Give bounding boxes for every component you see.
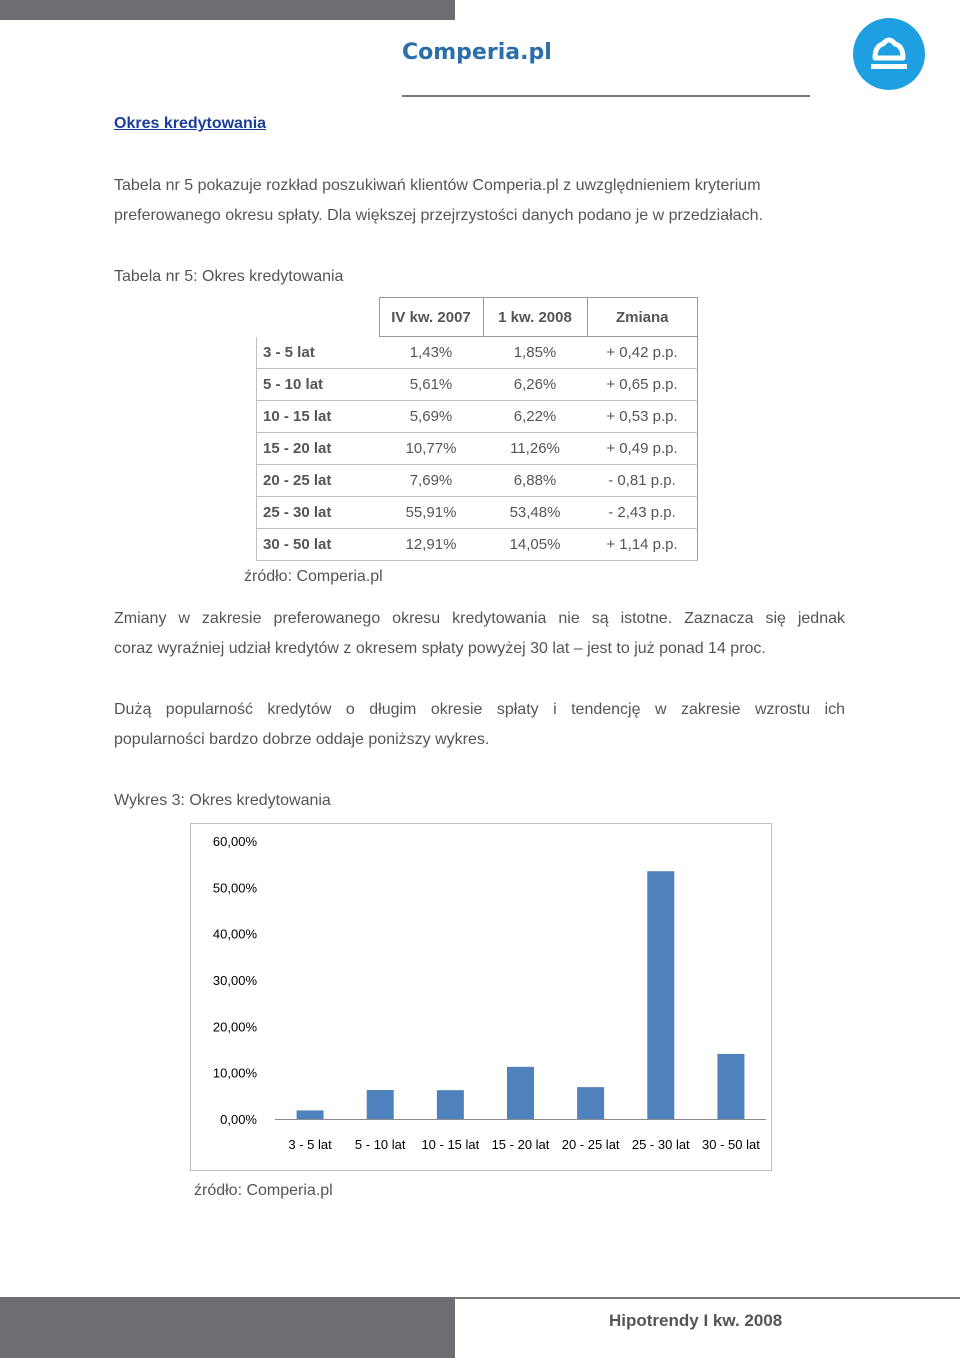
y-tick-label: 20,00% [212,1019,257,1035]
table-corner [257,298,380,337]
changes-line: coraz wyraźniej udział kredytów z okresem spłaty powyżej 30 lat – jest to już ponad 14 proc. [114,640,766,657]
y-tick-label: 30,00% [212,973,257,988]
x-tick-label: 25 - 30 lat [631,1137,690,1152]
cell-change: + 0,49 p.p. [587,433,698,465]
cell-q1-2008: 53,48% [483,497,587,529]
popularity-line: Dużą popularność kredytów o długim okresie spłaty i tendencję w zakresie wzrostu ich [114,701,845,718]
table-row [257,529,698,561]
column-header: 1 kw. 2008 [483,298,587,337]
footer-divider [455,1297,960,1299]
table-row [257,465,698,497]
section-title: Okres kredytowania [114,115,267,132]
x-tick-label: 20 - 25 lat [561,1137,620,1152]
table-row [257,401,698,433]
header-bar [0,0,455,20]
y-tick-label: 10,00% [212,1065,257,1081]
libra-scales-icon [853,18,925,90]
intro-paragraph [114,171,763,231]
cell-change: - 0,81 p.p. [587,465,698,497]
cell-q1-2008: 14,05% [483,529,587,561]
cell-q1-2008: 11,26% [483,433,587,465]
chart-svg [191,824,771,1170]
cell-q4-2007: 12,91% [379,529,483,561]
row-label: 10 - 15 lat [257,401,380,433]
cell-q4-2007: 55,91% [379,497,483,529]
cell-q1-2008: 6,88% [483,465,587,497]
y-tick-label: 50,00% [212,880,257,896]
table-row [257,433,698,465]
y-tick-label: 0,00% [220,1112,257,1127]
row-label: 20 - 25 lat [257,465,380,497]
loan-period-table [256,297,698,561]
intro-line: Tabela nr 5 pokazuje rozkład poszukiwań klientów Comperia.pl z uwzględnieniem kryterium [114,177,761,194]
loan-period-chart [190,823,772,1171]
cell-q4-2007: 1,43% [379,337,483,369]
table-header-row [257,298,698,337]
changes-paragraph [114,604,845,664]
table-row [257,497,698,529]
footer-bar [0,1297,455,1358]
column-header: Zmiana [587,298,698,337]
y-tick-label: 60,00% [212,834,257,849]
brand-name: Comperia.pl [402,40,552,65]
bar [367,1090,394,1119]
x-tick-label: 30 - 50 lat [702,1137,760,1152]
x-tick-label: 3 - 5 lat [288,1137,332,1152]
cell-q4-2007: 7,69% [379,465,483,497]
bar [297,1110,324,1119]
chart-caption: Wykres 3: Okres kredytowania [114,792,331,809]
x-tick-label: 5 - 10 lat [354,1137,406,1152]
bar [507,1067,534,1119]
changes-line: Zmiany w zakresie preferowanego okresu kredytowania nie są istotne. Zaznacza się jednak [114,610,845,627]
popularity-line: popularności bardzo dobrze oddaje poniższy wykres. [114,731,490,748]
cell-change: - 2,43 p.p. [587,497,698,529]
cell-change: + 0,42 p.p. [587,337,698,369]
intro-line: preferowanego okresu spłaty. Dla większej przejrzystości danych podano je w przedziałach. [114,207,763,224]
cell-q4-2007: 5,69% [379,401,483,433]
y-tick-label: 40,00% [212,926,257,942]
cell-q1-2008: 1,85% [483,337,587,369]
column-header: IV kw. 2007 [379,298,483,337]
chart-source: źródło: Comperia.pl [194,1182,333,1199]
footer-title: Hipotrendy I kw. 2008 [609,1311,783,1330]
table-row [257,369,698,401]
table-source: źródło: Comperia.pl [244,568,383,585]
bar [647,871,674,1119]
cell-q1-2008: 6,22% [483,401,587,433]
bar [577,1087,604,1119]
cell-q4-2007: 10,77% [379,433,483,465]
cell-change: + 1,14 p.p. [587,529,698,561]
x-tick-label: 10 - 15 lat [421,1137,480,1152]
row-label: 15 - 20 lat [257,433,380,465]
cell-q1-2008: 6,26% [483,369,587,401]
row-label: 30 - 50 lat [257,529,380,561]
header-divider [402,95,810,97]
bar [717,1054,744,1119]
popularity-paragraph [114,695,845,755]
cell-q4-2007: 5,61% [379,369,483,401]
row-label: 3 - 5 lat [257,337,380,369]
x-tick-label: 15 - 20 lat [491,1137,550,1152]
cell-change: + 0,65 p.p. [587,369,698,401]
cell-change: + 0,53 p.p. [587,401,698,433]
table-row [257,337,698,369]
row-label: 25 - 30 lat [257,497,380,529]
row-label: 5 - 10 lat [257,369,380,401]
table-caption: Tabela nr 5: Okres kredytowania [114,268,344,285]
bar [437,1090,464,1119]
